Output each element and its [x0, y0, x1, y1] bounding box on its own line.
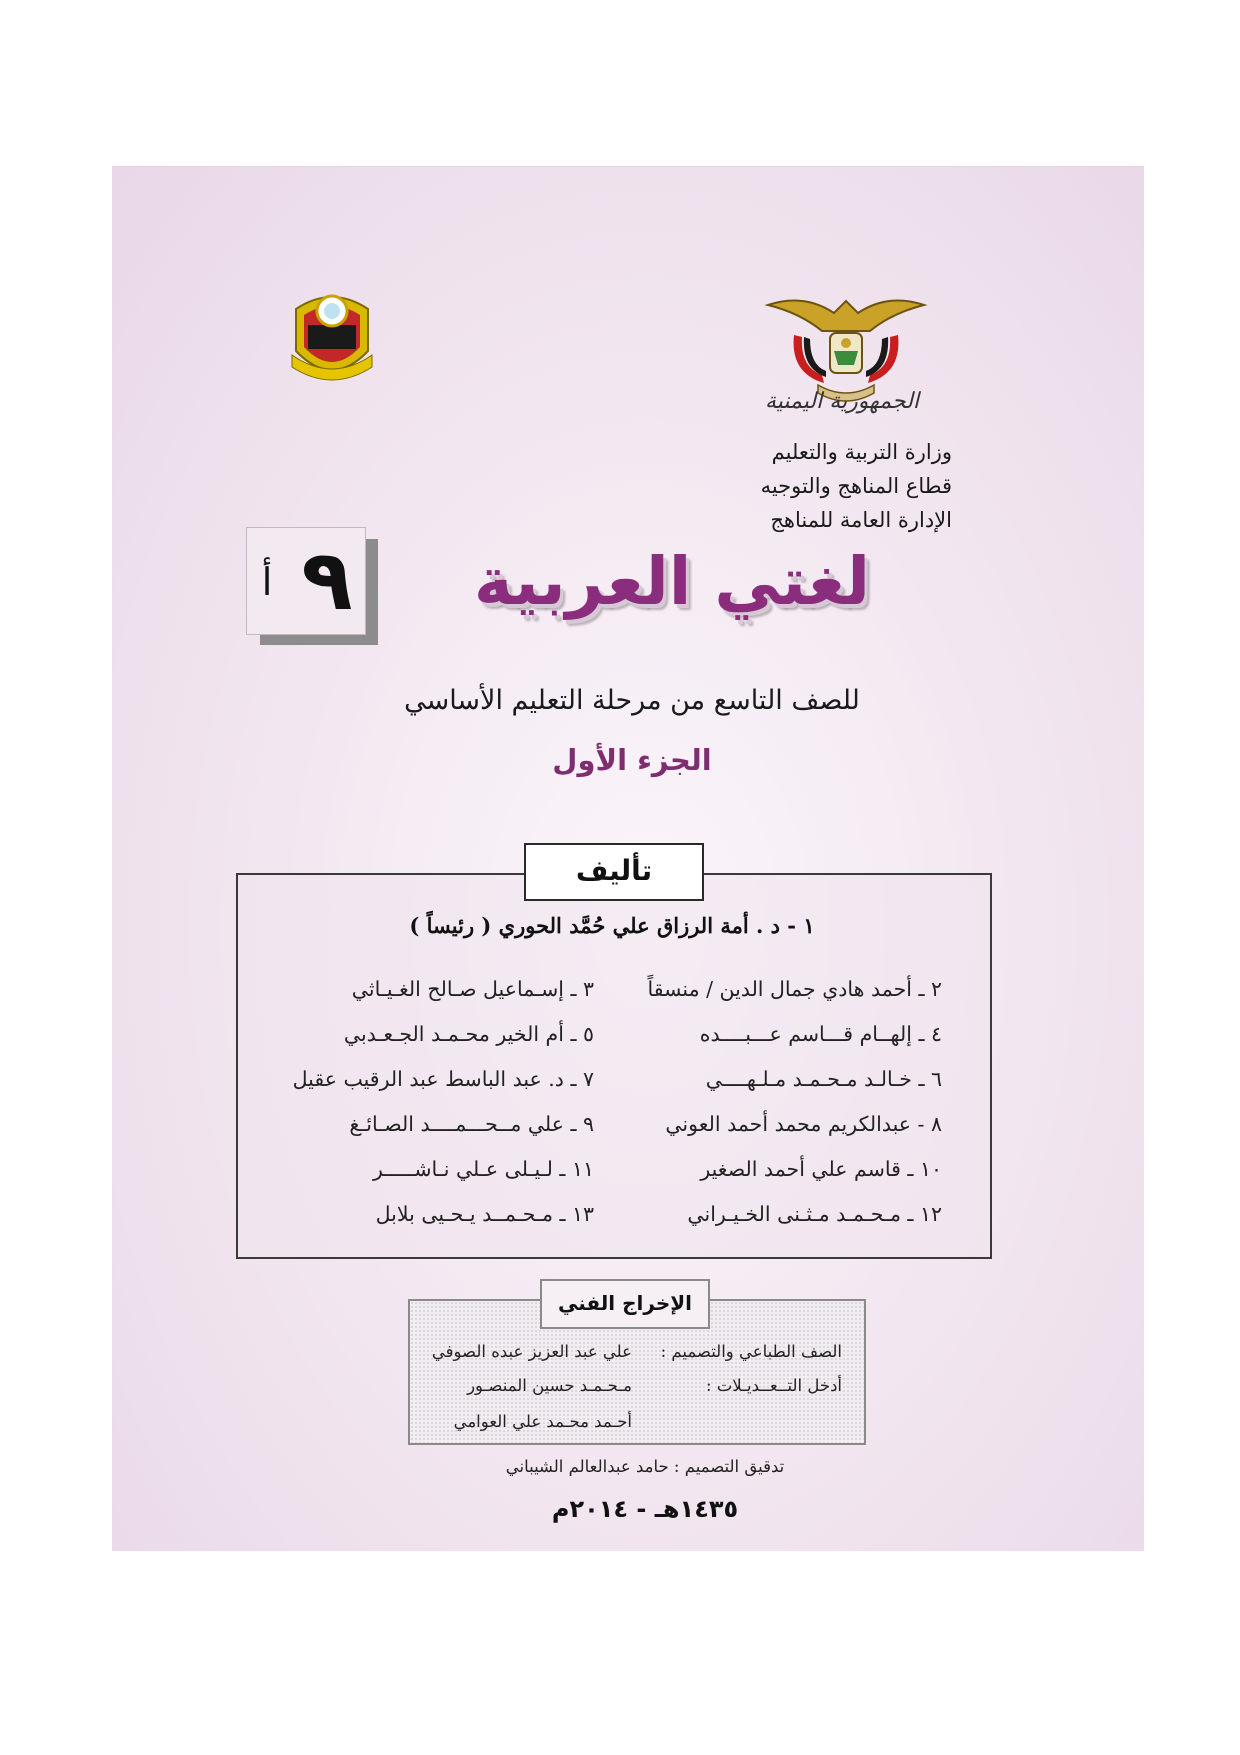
tech-name: علي عبد العزيز عبده الصوفي [431, 1342, 632, 1361]
author-item: ١٠ ـ قاسم علي أحمد الصغير [700, 1157, 942, 1181]
author-item: ٥ ـ أم الخير محـمـد الجـعـدبي [343, 1022, 594, 1046]
chief-author: ١ - د . أمة الرزاق علي حُمَّد الحوري ( رئيساً ) [409, 913, 815, 938]
grade-letter: أ [261, 560, 273, 604]
authors-left-column [254, 967, 594, 1237]
author-item: ٢ ـ أحمد هادي جمال الدين / منسقاً [647, 977, 942, 1001]
author-item: ٩ ـ علي مــحـــمــــد الصـائـغ [349, 1112, 594, 1136]
subtitle: للصف التاسع من مرحلة التعليم الأساسي [404, 685, 860, 716]
ministry-line: وزارة التربية والتعليم [771, 440, 952, 464]
book-cover [112, 166, 1144, 1551]
tech-name: مـحـمـد حسين المنصـور [467, 1376, 632, 1395]
author-item: ١٣ ـ مـحـمــد يـحـيى بلابل [375, 1202, 594, 1226]
republic-name: الجمهورية اليمنية [764, 389, 920, 414]
sector-line: قطاع المناهج والتوجيه [760, 474, 952, 498]
authorship-label: تأليف [524, 843, 704, 901]
author-item: ٧ ـ د. عبد الباسط عبد الرقيب عقيل [292, 1067, 594, 1091]
tech-role: أدخل التــعــديـلات : [705, 1376, 842, 1395]
author-item: ١١ ـ لـيـلى عـلي نـاشـــــر [372, 1157, 594, 1181]
tech-role: الصف الطباعي والتصميم : [660, 1342, 842, 1361]
part-label: الجزء الأول [552, 743, 712, 777]
author-item: ٤ ـ إلهــام قـــاسم عـــبــــده [699, 1022, 942, 1046]
department-line: الإدارة العامة للمناهج [770, 508, 952, 532]
ministry-block [732, 435, 952, 537]
authors-right-column [602, 967, 942, 1237]
technical-label: الإخراج الفني [540, 1279, 710, 1329]
grade-number: ٩ [301, 531, 353, 629]
author-item: ٨ - عبدالكريم محمد أحمد العوني [665, 1112, 942, 1136]
book-title: لغتي العربية [473, 543, 871, 620]
author-item: ٣ ـ إسـماعيل صـالح الغـيـاثي [351, 977, 594, 1001]
publication-year: ١٤٣٥هـ - ٢٠١٤م [551, 1495, 739, 1523]
ministry-seal-icon [286, 289, 378, 389]
author-item: ٦ ـ خـالـد مـحـمـد مـلـهــــي [705, 1067, 942, 1091]
design-review: تدقيق التصميم : حامد عبدالعالم الشيباني [505, 1457, 785, 1476]
tech-name: أحـمد محـمد علي العوامي [453, 1412, 632, 1431]
author-item: ١٢ ـ مـحـمـد مـثـنى الخـيـراني [687, 1202, 942, 1226]
